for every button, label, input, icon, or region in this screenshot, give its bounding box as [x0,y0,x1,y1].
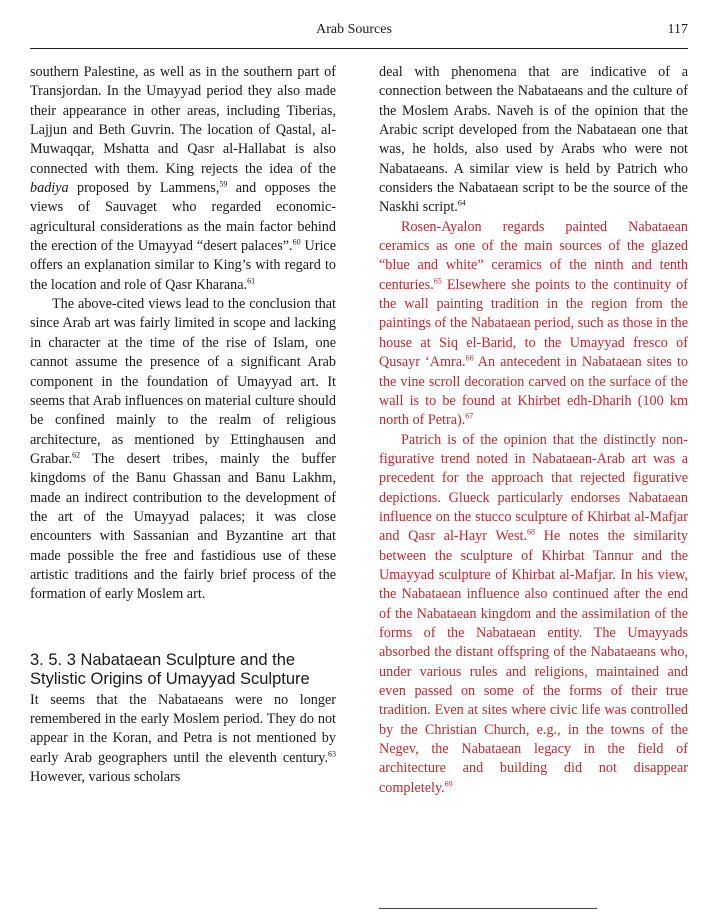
paragraph [30,691,336,788]
text: and opposes the views of Sauvaget who regarded economic-agricultural considerations as the main factor behind the erection of the Umayyad “desert palaces”. [30,180,336,255]
footnote-ref[interactable]: 65 [433,276,442,286]
paragraph [379,63,688,218]
text: An antecedent in Nabataean sites to the vine scroll decoration carved on the surface of the wall is to be found at Khirbet edh-Dharih (100 km north of Petra). [379,354,688,429]
page-header [0,22,708,42]
page-number: 117 [667,22,688,37]
text: Elsewhere she points to the continuity of the wall painting tradition in the region from the paintings of the Nabataean period, such as those in the house at Siq el-Barid, to the Umayyad fresco of Qusayr ‘Amra. [379,276,688,371]
footnote-ref[interactable]: 59 [219,179,228,189]
footnote-ref[interactable]: 66 [465,353,474,363]
running-head: Arab Sources [316,22,392,37]
footnote-ref[interactable]: 68 [527,527,535,537]
header-rule [30,48,688,49]
right-column [379,63,688,798]
footnote-ref[interactable]: 62 [72,450,81,460]
text: The above-cited views lead to the conclusion that since Arab art was fairly limited in scope and lacking in character at the time of the rise of Islam, one cannot assume the presence of a significant Arab component in the foundation of Umayyad art. It seems that Arab influences on material culture should be confined mainly to the realm of religious architecture, as mentioned by Ettinghausen and Grabar. [30,296,336,467]
highlighted-paragraph [379,431,688,799]
text: Patrich is of the opinion that the distinctly non-figurative trend noted in Nabataean-Arab art was a precedent for the approach that rejected figurative depictions. Glueck particularly endorses Nabataean influence on the stucco sculpture of Khirbat al-Mafjar and Qasr al-Hayr West. [379,431,688,545]
text: The desert tribes, mainly the buffer kingdoms of the Banu Ghassan and Banu Lakhm, made an indirect contribution to the development of the art of the Umayyad palaces; it was close encounters with Sassanian and Byzantine art that made possible the free and fastidious use of these artistic traditions and the fairly brief process of the formation of early Moslem art. [30,450,336,603]
highlighted-paragraph [379,218,688,431]
left-column [30,63,336,787]
paragraph [30,63,336,295]
footnote-ref[interactable]: 67 [465,411,474,421]
text: Urice offers an explanation similar to King’s with regard to the location and role of Qasr Kharana. [30,238,336,293]
footnote-ref[interactable]: 61 [247,276,256,286]
footnote-ref[interactable]: 60 [292,237,301,247]
text: It seems that the Nabataeans were no longer remembered in the early Moslem period. They do not appear in the Koran, and Petra is not mentioned by early Arab geographers until the eleventh century. [30,691,336,766]
footnote-rule [379,908,597,909]
text: proposed by Lammens, [68,180,220,197]
text: He notes the similarity between the sculpture of Khirbat Tannur and the Umayyad sculpture of Khirbat al-Mafjar. In his view, the Nabataean influence also continued after the end of the Nabataean kingdom and the assimilation of the forms of the Nabataean entity. The Umayyads absorbed the distant offspring of the Nabataeans who, under various rules and religions, maintained and even passed on some of the forms of their true tradition. Even at sites where civic life was controlled by the Christian Church, e.g., in the towns of the Negev, the Nabataean legacy in the field of architecture and building did not disappear completely. [379,528,688,796]
footnote-ref[interactable]: 69 [444,778,453,788]
text: southern Palestine, as well as in the southern part of Transjordan. In the Umayyad period they also made their appearance in other areas, including Tiberias, Lajjun and Beth Guvrin. The location of Qastal, al-Muwaqqar, Mshatta and Qasr al-Hallabat is also connected with them. King rejects the idea of the [30,64,336,177]
footnote-ref[interactable]: 64 [457,198,466,208]
paragraph [30,295,336,605]
section-title: 3. 5. 3 Nabataean Sculpture and the Stylistic Origins of Umayyad Sculpture [30,650,310,688]
italic-term: badiya [30,180,69,197]
text: Rosen-Ayalon regards painted Nabataean ceramics as one of the main sources of the glazed “blue and white” ceramics of the ninth and tenth centuries. [379,218,688,293]
text: However, various scholars [30,769,181,785]
footnote-ref[interactable]: 63 [328,748,336,758]
text: deal with phenomena that are indicative of a connection between the Nabataeans and the culture of the Moslem Arabs. Naveh is of the opinion that the Arabic script developed from the Nabataean one that was, he holds, also used by Arabs who were not Nabataeans. A similar view is held by Patrich who considers the Nabataean script to be the source of the Naskhi script. [379,64,688,216]
